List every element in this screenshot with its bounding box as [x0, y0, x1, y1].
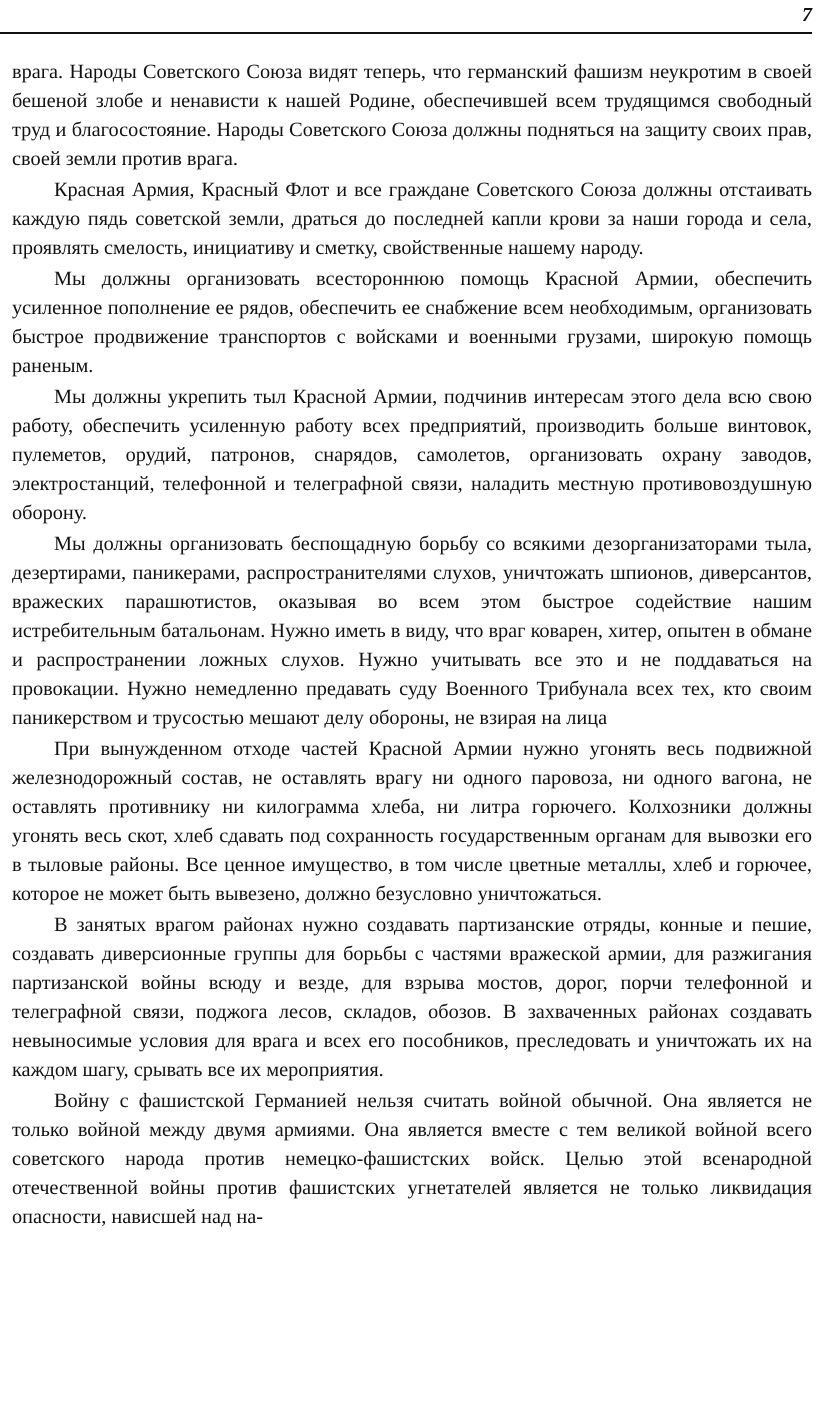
paragraph-1: врага. Народы Советского Союза видят теперь, что германский фашизм неукротим в своей бешеной злобе и ненависти к нашей Родине, обеспечившей всем трудящимся свободный труд и благосостояние. Народы Советского Союза должны подняться на защиту своих прав, своей земли против врага.	[12, 61, 812, 170]
paragraph-2: Красная Армия, Красный Флот и все граждане Советского Союза должны отстаивать каждую пядь советской земли, драться до последней капли крови за наши города и села, проявлять смелость, инициативу и сметку, свойственные нашему народу.	[12, 179, 812, 259]
body-text	[12, 58, 812, 1234]
paragraph-6: При вынужденном отходе частей Красной Армии нужно угонять весь подвижной железнодорожный состав, не оставлять врагу ни одного паровоза, ни одного вагона, не оставлять противнику ни килограмма хлеба, ни литра горючего. Колхозники должны угонять весь скот, хлеб сдавать под сохранность государственным органам для вывозки его в тыловые районы. Все ценное имущество, в том числе цветные металлы, хлеб и горючее, которое не может быть вывезено, должно безусловно уничтожаться.	[12, 738, 812, 905]
header-rule	[0, 32, 812, 34]
paragraph-4: Мы должны укрепить тыл Красной Армии, подчинив интересам этого дела всю свою работу, обеспечить усиленную работу всех предприятий, производить больше винтовок, пулеметов, орудий, патронов, снарядов, самолетов, организовать охрану заводов, электростанций, телефонной и телеграфной связи, наладить местную противовоздушную оборону.	[12, 386, 812, 524]
page-number: 7	[802, 4, 812, 26]
paragraph-7: В занятых врагом районах нужно создавать партизанские отряды, конные и пешие, создавать диверсионные группы для борьбы с частями вражеской армии, для разжигания партизанской войны всюду и везде, для взрыва мостов, дорог, порчи телефонной и телеграфной связи, поджога лесов, складов, обозов. В захваченных районах создавать невыносимые условия для врага и всех его пособников, преследовать и уничтожать их на каждом шагу, срывать все их мероприятия.	[12, 914, 812, 1081]
paragraph-5: Мы должны организовать беспощадную борьбу со всякими дезорганизаторами тыла, дезертирами, паникерами, распространителями слухов, уничтожать шпионов, диверсантов, вражеских парашютистов, оказывая во всем этом быстрое содействие нашим истребительным батальонам. Нужно иметь в виду, что враг коварен, хитер, опытен в обмане и распространении ложных слухов. Нужно учитывать все это и не поддаваться на провокации. Нужно немедленно предавать суду Военного Трибунала всех тех, кто своим паникерством и трусостью мешают делу обороны, не взирая на лица	[12, 533, 812, 729]
paragraph-3: Мы должны организовать всестороннюю помощь Красной Армии, обеспечить усиленное пополнение ее рядов, обеспечить ее снабжение всем необходимым, организовать быстрое продвижение транспортов с войсками и военными грузами, широкую помощь раненым.	[12, 268, 812, 377]
paragraph-8: Войну с фашистской Германией нельзя считать войной обычной. Она является не только войной между двумя армиями. Она является вместе с тем великой войной всего советского народа против немецко-фашистских войск. Целью этой всенародной отечественной войны против фашистских угнетателей является не только ликвидация опасности, нависшей над на-	[12, 1090, 812, 1228]
